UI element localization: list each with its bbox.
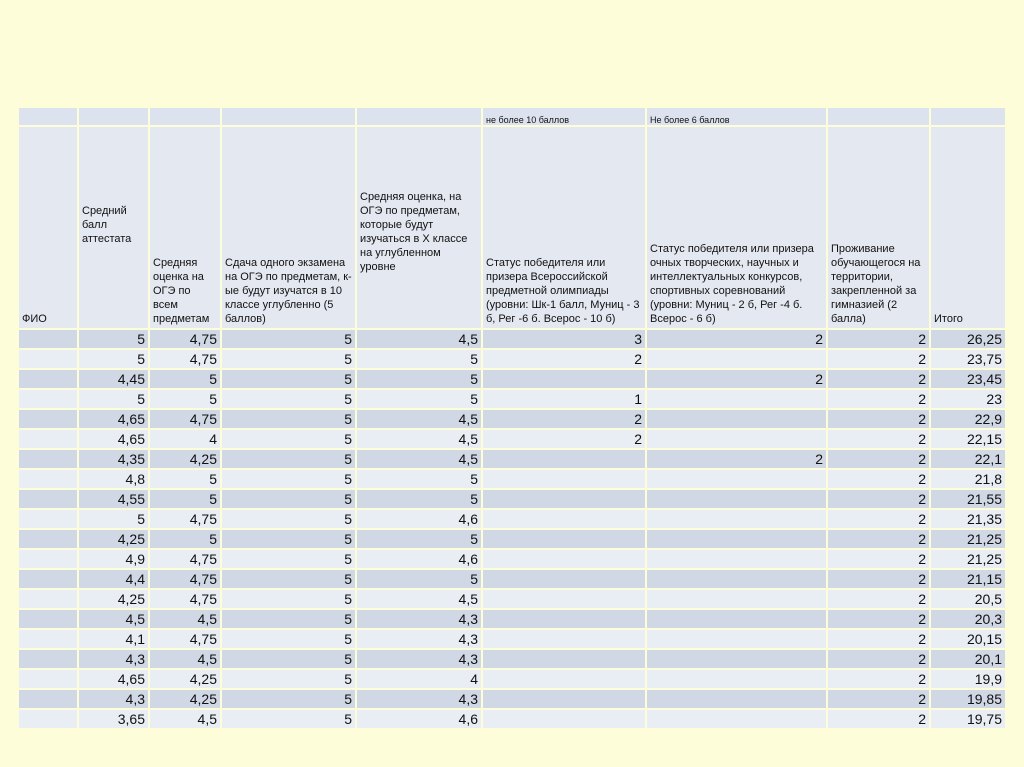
- cell-certificate-average: 5: [79, 350, 148, 368]
- column-header-fio: [19, 127, 77, 328]
- cell-fio: [19, 410, 77, 428]
- column-header-row: [19, 127, 1005, 328]
- cell-oge-average: 4,75: [150, 410, 220, 428]
- cell-contest-points: [647, 710, 826, 728]
- cell-contest-points: [647, 390, 826, 408]
- cell-fio: [19, 650, 77, 668]
- cell-fio: [19, 570, 77, 588]
- cell-olympiad-points: [483, 650, 645, 668]
- cell-fio: [19, 370, 77, 388]
- cell-contest-points: 2: [647, 370, 826, 388]
- cell-residence-points: 2: [828, 490, 929, 508]
- cell-fio: [19, 630, 77, 648]
- cell-oge-average: 4,75: [150, 330, 220, 348]
- column-header-label: Статус победителя или призера Всероссийской предметной олимпиады (уровни: Шк-1 балл, Муниц - 3 б, Рег -6 б. Всерос - 10 б): [486, 257, 640, 325]
- table-row: [19, 390, 1005, 408]
- table-row: [19, 590, 1005, 608]
- table-row: [19, 490, 1005, 508]
- cell-profile-exam: 5: [222, 510, 355, 528]
- cell-oge-average: 5: [150, 470, 220, 488]
- cell-total: 22,1: [931, 450, 1005, 468]
- cell-residence-points: 2: [828, 710, 929, 728]
- cell-certificate-average: 4,3: [79, 650, 148, 668]
- cell-profile-exam: 5: [222, 590, 355, 608]
- cell-oge-average: 4,5: [150, 710, 220, 728]
- cell-profile-average: 4,5: [357, 410, 481, 428]
- table-row: [19, 550, 1005, 568]
- cell-olympiad-points: 2: [483, 430, 645, 448]
- cell-profile-exam: 5: [222, 610, 355, 628]
- table-row: [19, 470, 1005, 488]
- cell-total: 23: [931, 390, 1005, 408]
- cell-oge-average: 5: [150, 390, 220, 408]
- cell-total: 19,9: [931, 670, 1005, 688]
- cell-residence-points: 2: [828, 550, 929, 568]
- cell-profile-exam: 5: [222, 630, 355, 648]
- cell-profile-average: 4,5: [357, 450, 481, 468]
- cell-profile-average: 4,6: [357, 510, 481, 528]
- cell-profile-exam: 5: [222, 410, 355, 428]
- cell-profile-average: 4,6: [357, 550, 481, 568]
- cell-profile-exam: 5: [222, 370, 355, 388]
- cell-profile-average: 5: [357, 570, 481, 588]
- cell-contest-points: [647, 490, 826, 508]
- cell-contest-points: [647, 650, 826, 668]
- cell-residence-points: 2: [828, 530, 929, 548]
- cell-fio: [19, 390, 77, 408]
- cell-profile-exam: 5: [222, 570, 355, 588]
- cell-olympiad-points: [483, 470, 645, 488]
- spreadsheet-table-container: [19, 108, 1002, 728]
- cell-total: 21,55: [931, 490, 1005, 508]
- group-header-cell: [931, 108, 1005, 125]
- cell-fio: [19, 330, 77, 348]
- cell-oge-average: 4,25: [150, 690, 220, 708]
- cell-profile-average: 5: [357, 390, 481, 408]
- cell-residence-points: 2: [828, 630, 929, 648]
- group-header-cell: [79, 108, 148, 125]
- table-row: [19, 430, 1005, 448]
- group-header-olympiad-limit: не более 10 баллов: [483, 108, 645, 125]
- cell-fio: [19, 470, 77, 488]
- cell-fio: [19, 610, 77, 628]
- cell-total: 23,75: [931, 350, 1005, 368]
- table-row: [19, 370, 1005, 388]
- table-row: [19, 330, 1005, 348]
- cell-certificate-average: 4,9: [79, 550, 148, 568]
- cell-olympiad-points: [483, 630, 645, 648]
- cell-profile-average: 5: [357, 370, 481, 388]
- column-header-olympiad-status: [483, 127, 645, 328]
- cell-certificate-average: 5: [79, 510, 148, 528]
- cell-fio: [19, 510, 77, 528]
- cell-oge-average: 5: [150, 530, 220, 548]
- cell-oge-average: 4,75: [150, 570, 220, 588]
- column-header-profile-exam: [222, 127, 355, 328]
- table-row: [19, 530, 1005, 548]
- cell-total: 20,15: [931, 630, 1005, 648]
- cell-fio: [19, 490, 77, 508]
- cell-olympiad-points: [483, 710, 645, 728]
- cell-profile-average: 4,6: [357, 710, 481, 728]
- cell-fio: [19, 670, 77, 688]
- cell-profile-exam: 5: [222, 530, 355, 548]
- column-header-label: ФИО: [22, 313, 47, 325]
- cell-olympiad-points: [483, 530, 645, 548]
- cell-contest-points: [647, 350, 826, 368]
- group-header-cell: [19, 108, 77, 125]
- cell-contest-points: [647, 550, 826, 568]
- cell-certificate-average: 4,65: [79, 410, 148, 428]
- column-header-label: Статус победителя или призера очных творческих, научных и интеллектуальных конкурсов, спортивных соревнований (уровни: Муниц - 2 б, Рег -4 б. Всерос - 6 б): [650, 243, 814, 325]
- cell-residence-points: 2: [828, 350, 929, 368]
- column-header-label: Сдача одного экзамена на ОГЭ по предметам, к-ые будут изучатся в 10 классе углубленно (5 баллов): [225, 257, 352, 325]
- cell-profile-average: 4,5: [357, 590, 481, 608]
- cell-olympiad-points: [483, 610, 645, 628]
- table-row: [19, 650, 1005, 668]
- cell-contest-points: [647, 590, 826, 608]
- cell-profile-average: 5: [357, 470, 481, 488]
- cell-profile-exam: 5: [222, 350, 355, 368]
- cell-certificate-average: 4,4: [79, 570, 148, 588]
- table-row: [19, 630, 1005, 648]
- cell-profile-average: 4: [357, 670, 481, 688]
- cell-olympiad-points: [483, 370, 645, 388]
- cell-contest-points: [647, 470, 826, 488]
- cell-certificate-average: 3,65: [79, 710, 148, 728]
- cell-profile-exam: 5: [222, 390, 355, 408]
- cell-total: 20,1: [931, 650, 1005, 668]
- cell-residence-points: 2: [828, 670, 929, 688]
- cell-total: 20,5: [931, 590, 1005, 608]
- cell-certificate-average: 4,3: [79, 690, 148, 708]
- table-body: [19, 330, 1005, 728]
- cell-residence-points: 2: [828, 650, 929, 668]
- cell-total: 21,25: [931, 530, 1005, 548]
- cell-oge-average: 4,5: [150, 650, 220, 668]
- cell-profile-exam: 5: [222, 430, 355, 448]
- cell-olympiad-points: [483, 670, 645, 688]
- cell-total: 19,85: [931, 690, 1005, 708]
- table-row: [19, 410, 1005, 428]
- cell-profile-exam: 5: [222, 650, 355, 668]
- cell-total: 21,8: [931, 470, 1005, 488]
- cell-certificate-average: 5: [79, 390, 148, 408]
- group-header-cell: [357, 108, 481, 125]
- column-header-oge-average: [150, 127, 220, 328]
- cell-residence-points: 2: [828, 330, 929, 348]
- cell-profile-exam: 5: [222, 330, 355, 348]
- cell-contest-points: [647, 630, 826, 648]
- cell-olympiad-points: [483, 450, 645, 468]
- cell-total: 26,25: [931, 330, 1005, 348]
- table-row: [19, 350, 1005, 368]
- cell-profile-average: 4,5: [357, 330, 481, 348]
- cell-residence-points: 2: [828, 590, 929, 608]
- cell-oge-average: 4,25: [150, 450, 220, 468]
- cell-certificate-average: 4,45: [79, 370, 148, 388]
- cell-residence-points: 2: [828, 570, 929, 588]
- ranking-table: [17, 106, 1007, 730]
- column-header-total: [931, 127, 1005, 328]
- cell-certificate-average: 4,1: [79, 630, 148, 648]
- cell-total: 21,35: [931, 510, 1005, 528]
- table-row: [19, 710, 1005, 728]
- cell-profile-average: 4,3: [357, 610, 481, 628]
- table-row: [19, 570, 1005, 588]
- cell-olympiad-points: [483, 510, 645, 528]
- cell-residence-points: 2: [828, 510, 929, 528]
- cell-total: 21,15: [931, 570, 1005, 588]
- cell-contest-points: 2: [647, 450, 826, 468]
- cell-olympiad-points: [483, 690, 645, 708]
- cell-olympiad-points: [483, 550, 645, 568]
- cell-contest-points: [647, 570, 826, 588]
- cell-profile-exam: 5: [222, 710, 355, 728]
- cell-contest-points: [647, 510, 826, 528]
- cell-residence-points: 2: [828, 690, 929, 708]
- column-header-label: Итого: [934, 313, 963, 325]
- cell-total: 20,3: [931, 610, 1005, 628]
- cell-olympiad-points: [483, 570, 645, 588]
- group-header-row: [19, 108, 1005, 125]
- cell-fio: [19, 530, 77, 548]
- column-header-label: Средняя оценка, на ОГЭ по предметам, которые будут изучаться в Х классе на углубленном уровне: [360, 191, 468, 273]
- cell-certificate-average: 4,55: [79, 490, 148, 508]
- cell-residence-points: 2: [828, 610, 929, 628]
- cell-contest-points: 2: [647, 330, 826, 348]
- cell-oge-average: 4,75: [150, 630, 220, 648]
- column-header-label: Проживание обучающегося на территории, закрепленной за гимназией (2 балла): [831, 243, 921, 325]
- cell-profile-exam: 5: [222, 670, 355, 688]
- column-header-label: Средний балл аттестата: [82, 205, 132, 245]
- cell-certificate-average: 4,65: [79, 430, 148, 448]
- cell-profile-average: 4,3: [357, 690, 481, 708]
- cell-oge-average: 4,75: [150, 350, 220, 368]
- cell-contest-points: [647, 430, 826, 448]
- cell-certificate-average: 4,8: [79, 470, 148, 488]
- cell-oge-average: 4,75: [150, 550, 220, 568]
- cell-oge-average: 5: [150, 370, 220, 388]
- cell-profile-average: 5: [357, 350, 481, 368]
- cell-residence-points: 2: [828, 470, 929, 488]
- cell-profile-average: 4,3: [357, 650, 481, 668]
- cell-contest-points: [647, 410, 826, 428]
- column-header-certificate-average: [79, 127, 148, 328]
- cell-total: 22,9: [931, 410, 1005, 428]
- cell-certificate-average: 4,5: [79, 610, 148, 628]
- cell-oge-average: 4: [150, 430, 220, 448]
- cell-fio: [19, 690, 77, 708]
- cell-profile-average: 4,5: [357, 430, 481, 448]
- cell-contest-points: [647, 610, 826, 628]
- cell-profile-exam: 5: [222, 550, 355, 568]
- cell-olympiad-points: [483, 490, 645, 508]
- cell-certificate-average: 5: [79, 330, 148, 348]
- cell-certificate-average: 4,65: [79, 670, 148, 688]
- cell-contest-points: [647, 670, 826, 688]
- cell-profile-exam: 5: [222, 690, 355, 708]
- cell-fio: [19, 550, 77, 568]
- cell-residence-points: 2: [828, 370, 929, 388]
- cell-total: 22,15: [931, 430, 1005, 448]
- cell-profile-average: 4,3: [357, 630, 481, 648]
- cell-fio: [19, 350, 77, 368]
- cell-residence-points: 2: [828, 390, 929, 408]
- cell-profile-average: 5: [357, 530, 481, 548]
- cell-total: 23,45: [931, 370, 1005, 388]
- cell-residence-points: 2: [828, 430, 929, 448]
- cell-oge-average: 4,75: [150, 590, 220, 608]
- table-row: [19, 450, 1005, 468]
- cell-olympiad-points: 2: [483, 350, 645, 368]
- cell-certificate-average: 4,25: [79, 590, 148, 608]
- column-header-profile-average: [357, 127, 481, 328]
- cell-fio: [19, 710, 77, 728]
- table-row: [19, 610, 1005, 628]
- cell-certificate-average: 4,25: [79, 530, 148, 548]
- cell-residence-points: 2: [828, 410, 929, 428]
- cell-profile-exam: 5: [222, 490, 355, 508]
- table-row: [19, 670, 1005, 688]
- column-header-label: Средняя оценка на ОГЭ по всем предметам: [153, 257, 210, 325]
- cell-olympiad-points: 3: [483, 330, 645, 348]
- group-header-cell: [150, 108, 220, 125]
- cell-contest-points: [647, 690, 826, 708]
- cell-profile-exam: 5: [222, 470, 355, 488]
- cell-fio: [19, 590, 77, 608]
- table-row: [19, 690, 1005, 708]
- cell-fio: [19, 430, 77, 448]
- table-row: [19, 510, 1005, 528]
- cell-oge-average: 4,25: [150, 670, 220, 688]
- cell-olympiad-points: [483, 590, 645, 608]
- group-header-cell: [828, 108, 929, 125]
- cell-profile-average: 5: [357, 490, 481, 508]
- cell-fio: [19, 450, 77, 468]
- cell-profile-exam: 5: [222, 450, 355, 468]
- cell-total: 19,75: [931, 710, 1005, 728]
- cell-oge-average: 4,5: [150, 610, 220, 628]
- group-header-contest-limit: Не более 6 баллов: [647, 108, 826, 125]
- group-header-cell: [222, 108, 355, 125]
- cell-contest-points: [647, 530, 826, 548]
- cell-oge-average: 4,75: [150, 510, 220, 528]
- cell-total: 21,25: [931, 550, 1005, 568]
- cell-olympiad-points: 2: [483, 410, 645, 428]
- cell-residence-points: 2: [828, 450, 929, 468]
- cell-certificate-average: 4,35: [79, 450, 148, 468]
- column-header-residence: [828, 127, 929, 328]
- cell-olympiad-points: 1: [483, 390, 645, 408]
- column-header-contest-status: [647, 127, 826, 328]
- cell-oge-average: 5: [150, 490, 220, 508]
